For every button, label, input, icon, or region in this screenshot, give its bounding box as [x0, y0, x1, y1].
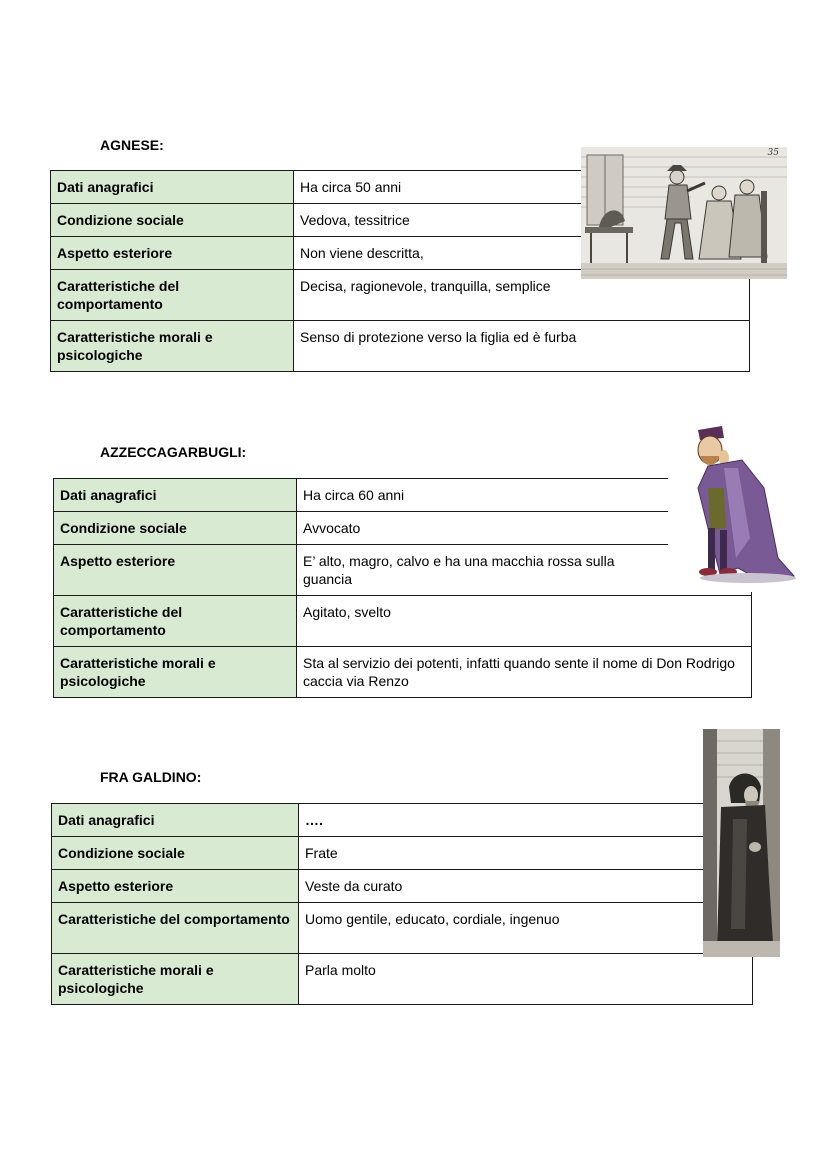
- row-label: Caratteristiche del comportamento: [52, 903, 299, 954]
- character-table-azzeccagarbugli: [53, 478, 752, 698]
- row-label: Aspetto esteriore: [54, 545, 297, 596]
- row-label: Dati anagrafici: [52, 804, 299, 837]
- row-label: Caratteristiche morali e psicologiche: [52, 954, 299, 1005]
- row-label: Caratteristiche morali e psicologiche: [54, 647, 297, 698]
- row-value: Ha circa 60 anni: [297, 479, 752, 512]
- row-label: Condizione sociale: [54, 512, 297, 545]
- row-label: Caratteristiche del comportamento: [51, 270, 294, 321]
- section-title-agnese: AGNESE:: [100, 137, 164, 153]
- row-value: Parla molto: [299, 954, 753, 1005]
- row-label: Aspetto esteriore: [52, 870, 299, 903]
- table-row: [54, 647, 752, 698]
- illustration-corner-mark: 35: [767, 148, 779, 158]
- table-row: [54, 512, 752, 545]
- table-row: [52, 837, 753, 870]
- azzeccagarbugli-illustration: [668, 408, 802, 592]
- row-value: Ha circa 50 anni: [294, 171, 750, 204]
- agnese-illustration: [581, 147, 787, 279]
- row-label: Dati anagrafici: [54, 479, 297, 512]
- table-row: [52, 903, 753, 954]
- row-value: Uomo gentile, educato, cordiale, ingenuo: [299, 903, 753, 954]
- row-label: Caratteristiche morali e psicologiche: [51, 321, 294, 372]
- row-value: Sta al servizio dei potenti, infatti quando sente il nome di Don Rodrigo caccia via Renzo: [297, 647, 752, 698]
- row-value: Non viene descritta,: [294, 237, 750, 270]
- table-row: [54, 596, 752, 647]
- row-value: Frate: [299, 837, 753, 870]
- section-title-fra-galdino: FRA GALDINO:: [100, 769, 202, 785]
- row-label: Condizione sociale: [51, 204, 294, 237]
- row-label: Condizione sociale: [52, 837, 299, 870]
- character-table-fra-galdino: [51, 803, 753, 1005]
- row-value: Decisa, ragionevole, tranquilla, semplice: [294, 270, 750, 321]
- row-value: Agitato, svelto: [297, 596, 752, 647]
- table-row: [54, 545, 752, 596]
- table-row: [52, 804, 753, 837]
- row-value: Veste da curato: [299, 870, 753, 903]
- row-value: Senso di protezione verso la figlia ed è furba: [294, 321, 750, 372]
- fra-galdino-illustration: [703, 729, 780, 957]
- table-row: [54, 479, 752, 512]
- row-value: Avvocato: [297, 512, 752, 545]
- table-row: [52, 870, 753, 903]
- row-label: Dati anagrafici: [51, 171, 294, 204]
- row-label: Caratteristiche del comportamento: [54, 596, 297, 647]
- section-title-azzeccagarbugli: AZZECCAGARBUGLI:: [100, 444, 247, 460]
- row-value: Vedova, tessitrice: [294, 204, 750, 237]
- table-row: [52, 954, 753, 1005]
- table-row: [51, 321, 750, 372]
- row-value: ….: [299, 804, 753, 837]
- row-label: Aspetto esteriore: [51, 237, 294, 270]
- row-value: E’ alto, magro, calvo e ha una macchia rossa sulla guancia: [297, 545, 752, 596]
